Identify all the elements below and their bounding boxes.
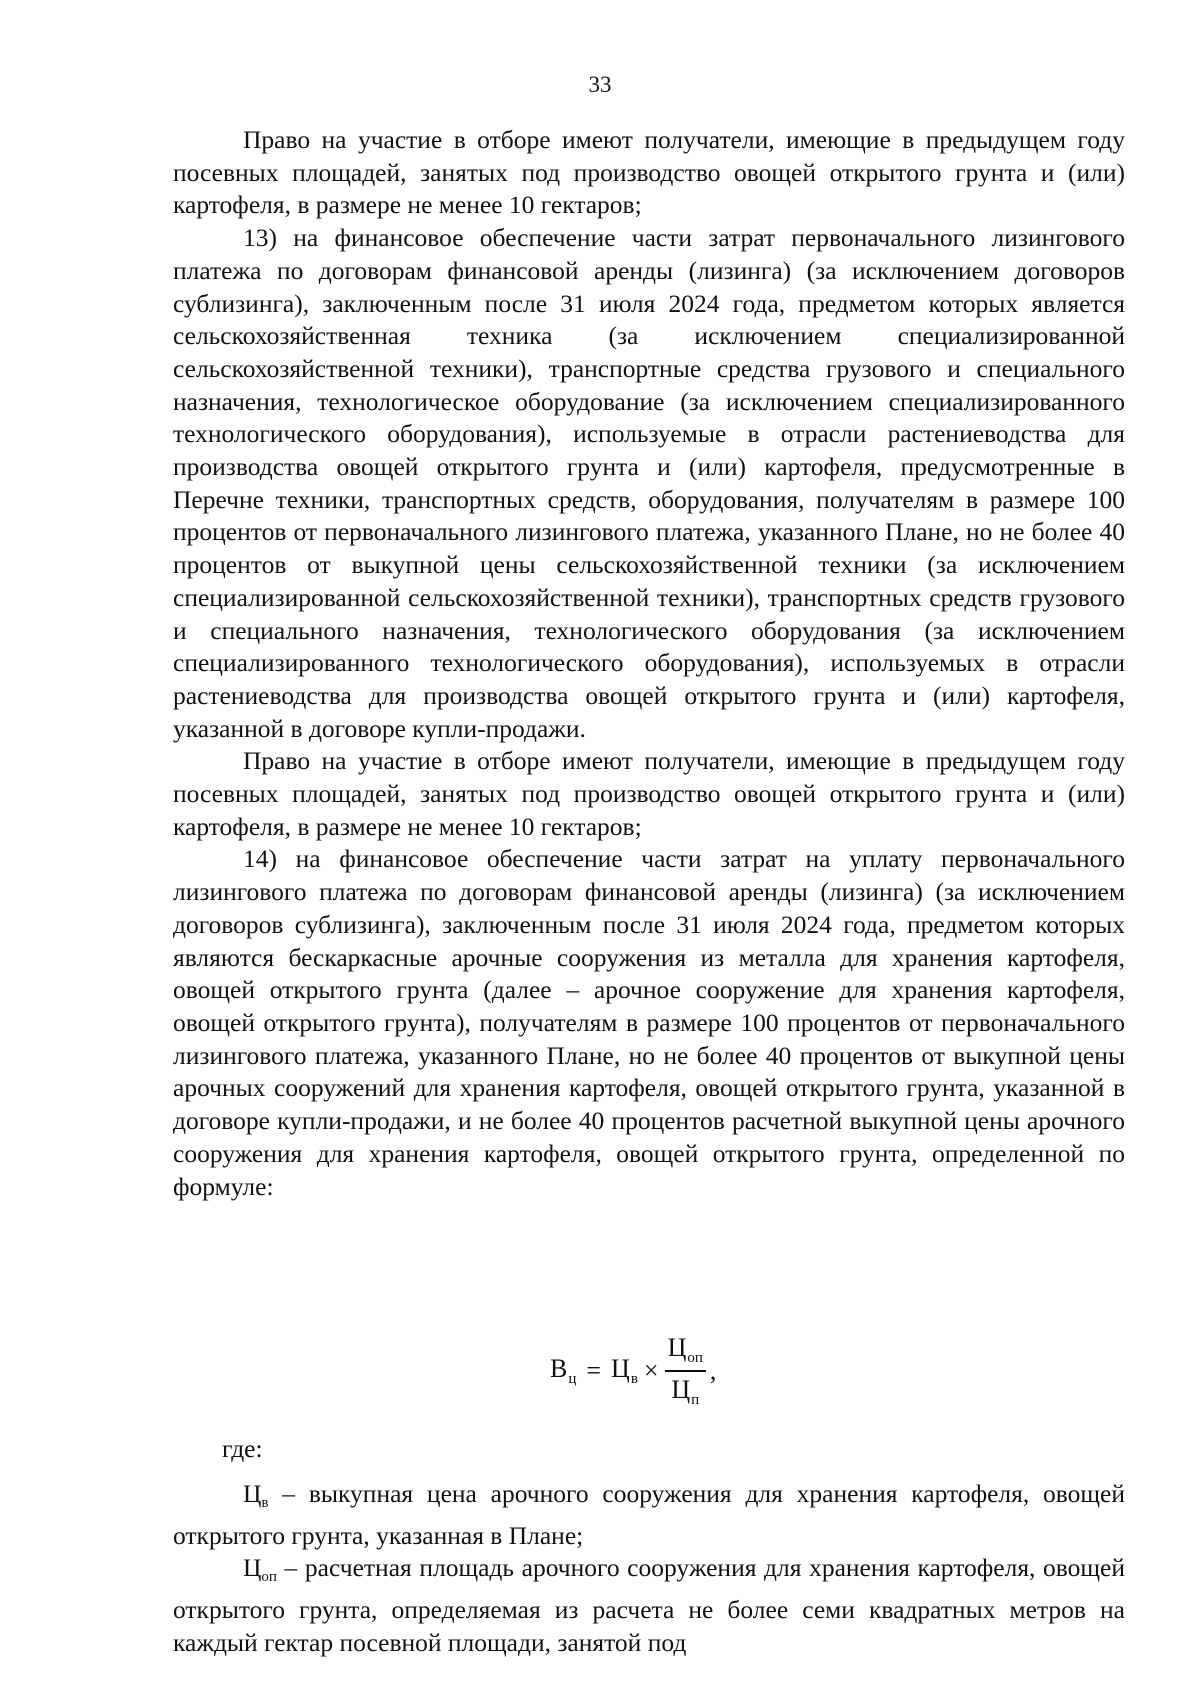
definition-text: – расчетная площадь арочного сооружения для хранения картофеля, овощей открытого грунта, определяемая из расчета не более семи квадратных метров на каждый гектар посевной площади, занятой под	[173, 1553, 1125, 1657]
paragraph-participation-right: Право на участие в отборе имеют получатели, имеющие в предыдущем году посевных площадей, занятых под производство овощей открытого грунта и (или) картофеля, в размере не менее 10 гектаров;	[173, 125, 1125, 220]
formula-times-sign: ×	[643, 1356, 659, 1385]
paragraph-participation-right-repeat: Право на участие в отборе имеют получатели, имеющие в предыдущем году посевных площадей, занятых под производство овощей открытого грунта и (или) картофеля, в размере не менее 10 гектаров;	[173, 746, 1125, 841]
formula	[550, 1326, 716, 1416]
formula-result: $В_ц$	[550, 1354, 577, 1387]
formula-denominator: $Ц_п$	[671, 1374, 700, 1408]
definition-symbol: $Ц_{оп}$	[243, 1553, 277, 1586]
definition-symbol: $Ц_в$	[243, 1479, 269, 1511]
body-text-before-formula	[173, 124, 1125, 1203]
where-label: где:	[222, 1434, 263, 1463]
page-number: 33	[588, 72, 612, 97]
formula-equals-sign: =	[586, 1356, 602, 1385]
formula-fraction	[665, 1333, 706, 1409]
paragraph-item-14: 14) на финансовое обеспечение части затрат на уплату первоначального лизингового платежа по договорам финансовой аренды (лизинга) (за исключением договоров сублизинга), заключенным после 31 июля 2024 года, предметом которых являются бескаркасные арочные сооружения из металла для хранения картофеля, овощей открытого грунта (далее – арочное сооружение для хранения картофеля, овощей открытого грунта), получателям в размере 100 процентов от первоначального лизингового платежа, указанного Плане, но не более 40 процентов от выкупной цены арочных сооружений для хранения картофеля, овощей открытого грунта, указанной в договоре купли-продажи, и не более 40 процентов расчетной выкупной цены арочного сооружения для хранения картофеля, овощей открытого грунта, определенной по формуле:	[173, 844, 1125, 1201]
paragraph-item-13: 13) на финансовое обеспечение части затрат первоначального лизингового платежа по договорам финансовой аренды (лизинга) (за исключением договоров сублизинга), заключенным после 31 июля 2024 года, предметом которых является сельскохозяйственная техника (за исключением специализированной сельскохозяйственной техники), транспортные средства грузового и специального назначения, технологическое оборудование (за исключением специализированного технологического оборудования), используемые в отрасли растениеводства для производства овощей открытого грунта и (или) картофеля, предусмотренные в Перечне техники, транспортных средств, оборудования, получателям в размере 100 процентов от первоначального лизингового платежа, указанного Плане, но не более 40 процентов от выкупной цены сельскохозяйственной техники (за исключением специализированной сельскохозяйственной техники), транспортных средств грузового и специального назначения, технологического оборудования (за исключением специализированного технологического оборудования), используемых в отрасли растениеводства для производства овощей открытого грунта и (или) картофеля, указанной в договоре купли-продажи.	[173, 223, 1125, 743]
formula-trailing-comma: ,	[709, 1356, 717, 1385]
definition-text: – выкупная цена арочного сооружения для хранения картофеля, овощей открытого грунта, указанная в Плане;	[173, 1479, 1125, 1550]
formula-factor: $Ц_в$	[611, 1354, 638, 1387]
definition-buyout-price	[173, 1478, 1125, 1552]
definition-calculated-area	[173, 1552, 1125, 1659]
definitions-list	[173, 1478, 1125, 1660]
formula-numerator: $Ц_{оп}$	[667, 1333, 703, 1367]
